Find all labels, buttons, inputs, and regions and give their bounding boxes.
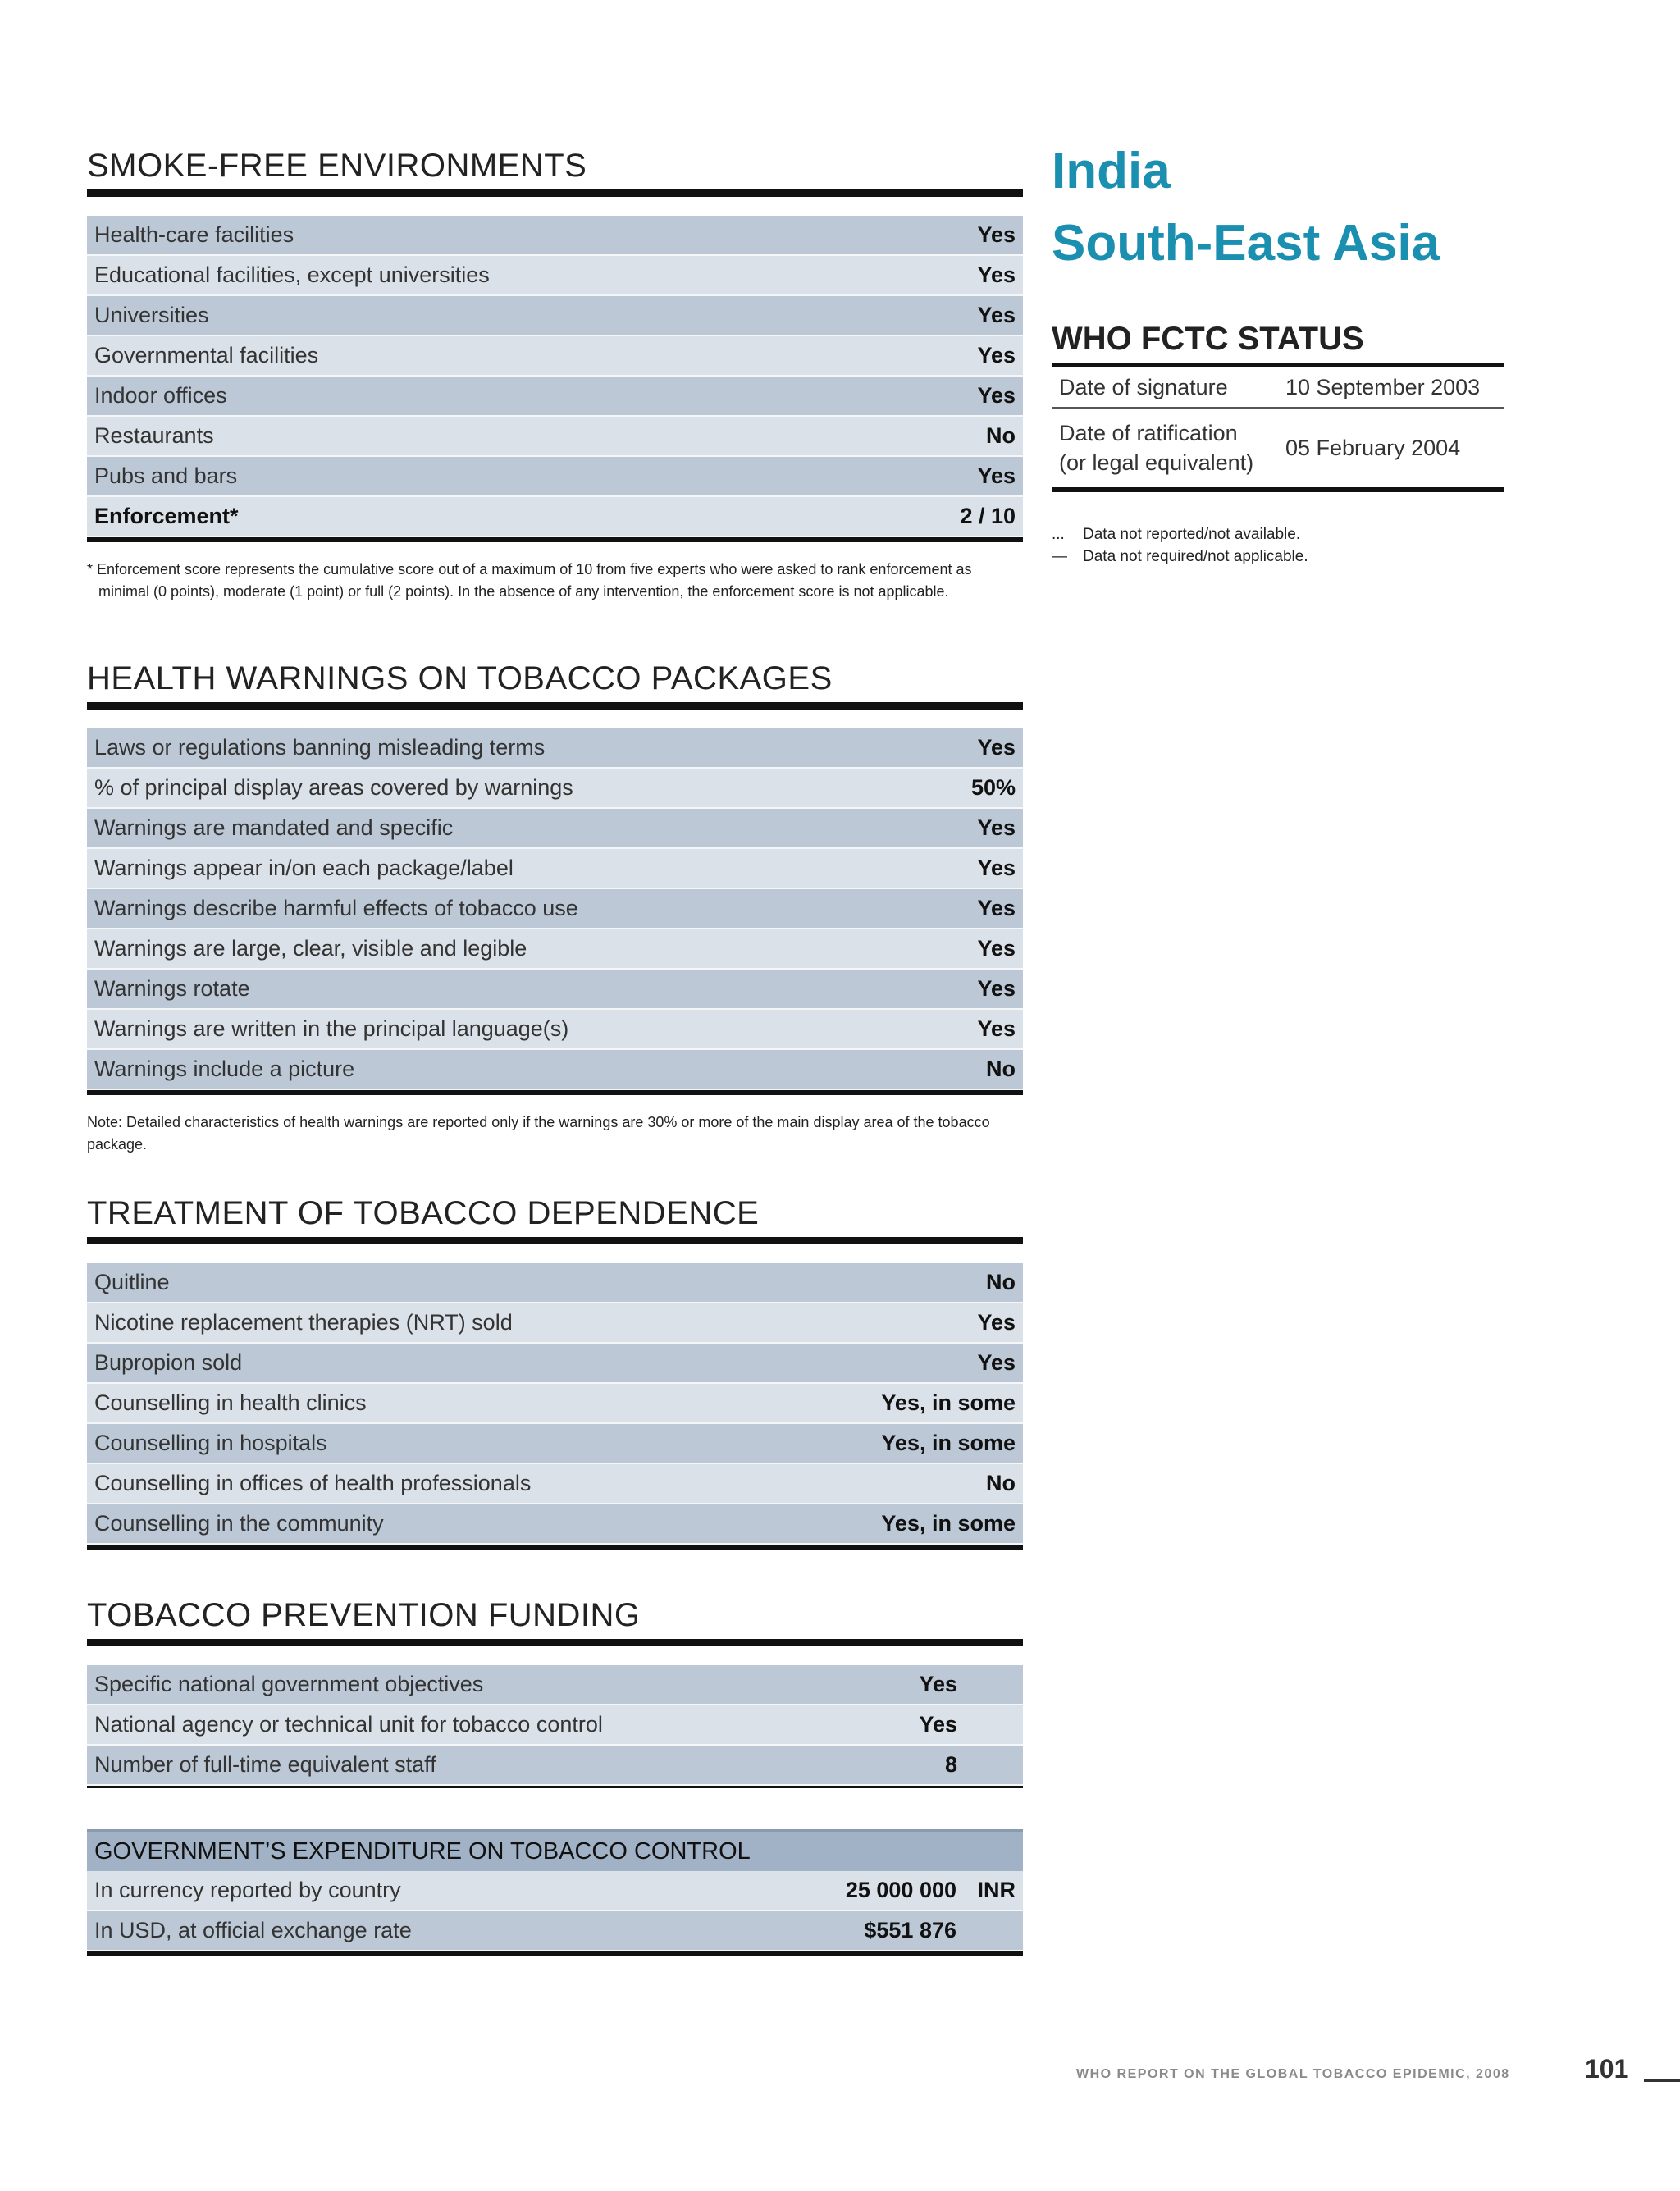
ratification-label	[1059, 418, 1285, 477]
row-label: Pubs and bars	[94, 463, 238, 488]
table-row	[87, 769, 1023, 809]
row-value: Yes, in some	[881, 1390, 1016, 1415]
section-title: TOBACCO PREVENTION FUNDING	[87, 1597, 1023, 1646]
table-row	[87, 1050, 1023, 1090]
row-value: Yes	[977, 262, 1016, 287]
row-label: In currency reported by country	[94, 1878, 401, 1902]
table-row	[87, 296, 1023, 336]
row-label: Enforcement*	[94, 504, 239, 528]
fctc-title: WHO FCTC STATUS	[1052, 321, 1504, 367]
table-row	[87, 256, 1023, 296]
row-value: 50%	[970, 775, 1016, 800]
row-value: 2 / 10	[960, 504, 1016, 528]
row-value: No	[986, 423, 1016, 448]
expenditure-table	[87, 1871, 1023, 1956]
funding-table	[87, 1665, 1023, 1788]
row-value: 8	[944, 1752, 957, 1777]
table-row	[87, 457, 1023, 497]
row-label: Counselling in offices of health professionals	[94, 1471, 532, 1495]
table-row	[87, 1665, 1023, 1705]
currency: INR	[977, 1878, 1016, 1902]
smoke-free-table	[87, 216, 1023, 542]
row-label: Warnings rotate	[94, 976, 250, 1001]
signature-label: Date of signature	[1059, 374, 1228, 399]
section-title: SMOKE-FREE ENVIRONMENTS	[87, 148, 1023, 197]
treatment-section	[87, 1195, 1023, 1550]
section-title: HEALTH WARNINGS ON TOBACCO PACKAGES	[87, 660, 1023, 710]
row-value: Yes	[977, 815, 1016, 840]
page-number-rule	[1644, 2079, 1680, 2082]
row-label: Warnings are written in the principal language(s)	[94, 1016, 569, 1041]
legend-symbol: —	[1052, 548, 1067, 565]
row-label: Universities	[94, 303, 209, 327]
left-column	[87, 148, 1023, 1956]
table-row	[87, 1504, 1023, 1545]
health-warnings-table	[87, 728, 1023, 1095]
row-value: Yes	[977, 1016, 1016, 1041]
row-label: Health-care facilities	[94, 222, 294, 247]
table-row	[87, 849, 1023, 889]
enforcement-footnote: * Enforcement score represents the cumulative score out of a maximum of 10 from five experts who were asked to rank enforcement as minimal (0 points), moderate (1 point) or full (2 points). In the absence of any intervention, the enforcement score is not applicable.	[87, 561, 972, 600]
row-label: Warnings describe harmful effects of tobacco use	[94, 896, 578, 920]
row-value: Yes	[977, 222, 1016, 247]
row-label: % of principal display areas covered by warnings	[94, 775, 573, 800]
currency	[976, 1918, 1016, 1943]
row-value: Yes	[919, 1672, 957, 1696]
funding-section	[87, 1597, 1023, 1956]
row-label: Restaurants	[94, 423, 214, 448]
ratification-label-line: Date of ratification	[1059, 421, 1238, 445]
table-row	[87, 1871, 1023, 1911]
country-name: India	[1052, 143, 1171, 199]
row-label: Laws or regulations banning misleading terms	[94, 735, 546, 760]
row-value: Yes	[977, 1350, 1016, 1375]
smoke-free-section	[87, 148, 1023, 603]
table-row	[87, 417, 1023, 457]
table-row	[87, 1464, 1023, 1504]
row-value: Yes	[977, 856, 1016, 880]
row-label: In USD, at official exchange rate	[94, 1918, 412, 1942]
report-footer: WHO REPORT ON THE GLOBAL TOBACCO EPIDEMIC, 2008	[1076, 2067, 1510, 2081]
row-value: Yes	[977, 896, 1016, 920]
table-row	[87, 1344, 1023, 1384]
fctc-signature-row	[1052, 367, 1504, 409]
enforcement-row	[87, 497, 1023, 537]
legend-symbol: ...	[1052, 526, 1065, 543]
table-row	[87, 336, 1023, 377]
row-label: Warnings are mandated and specific	[94, 815, 454, 840]
ratification-label-line: (or legal equivalent)	[1059, 450, 1254, 475]
row-label: Quitline	[94, 1270, 170, 1294]
table-row	[87, 1263, 1023, 1303]
row-value: No	[986, 1471, 1016, 1495]
table-row	[87, 1911, 1023, 1951]
row-values	[833, 1918, 1016, 1943]
row-value: Yes	[977, 303, 1016, 327]
legend	[1052, 523, 1504, 568]
amount: $551 876	[864, 1918, 956, 1942]
table-row	[87, 1705, 1023, 1746]
row-label: Governmental facilities	[94, 343, 319, 367]
row-value: No	[986, 1270, 1016, 1294]
table-row	[87, 1746, 1023, 1786]
row-label: Number of full-time equivalent staff	[94, 1752, 436, 1777]
row-value: Yes	[977, 976, 1016, 1001]
amount: 25 000 000	[845, 1878, 956, 1902]
fctc-ratification-row	[1052, 409, 1504, 492]
row-label: Indoor offices	[94, 383, 227, 408]
legend-text: Data not reported/not available.	[1083, 526, 1301, 543]
row-label: Warnings appear in/on each package/label	[94, 856, 514, 880]
row-value: Yes	[977, 1310, 1016, 1335]
health-warnings-note: Note: Detailed characteristics of health warnings are reported only if the warnings are 30% or more of the main display area of the tobacco package.	[87, 1114, 990, 1153]
row-label: Warnings include a picture	[94, 1057, 355, 1081]
signature-value: 10 September 2003	[1285, 374, 1481, 399]
table-row	[87, 970, 1023, 1010]
row-value: Yes	[977, 735, 1016, 760]
legend-text: Data not required/not applicable.	[1083, 548, 1308, 565]
row-value: Yes	[977, 343, 1016, 367]
table-row	[87, 216, 1023, 256]
row-label: National agency or technical unit for tobacco control	[94, 1712, 603, 1737]
table-row	[87, 929, 1023, 970]
table-row	[87, 1010, 1023, 1050]
table-row	[87, 1303, 1023, 1344]
right-column	[1052, 135, 1504, 568]
table-row	[87, 1384, 1023, 1424]
expenditure-header: GOVERNMENT’S EXPENDITURE ON TOBACCO CONTROL	[87, 1829, 1023, 1871]
row-value: Yes	[977, 383, 1016, 408]
table-row	[87, 809, 1023, 849]
row-label: Warnings are large, clear, visible and legible	[94, 936, 527, 961]
row-label: Counselling in hospitals	[94, 1431, 327, 1455]
row-value: Yes	[977, 463, 1016, 488]
section-title: TREATMENT OF TOBACCO DEPENDENCE	[87, 1195, 1023, 1244]
row-label: Educational facilities, except universities	[94, 262, 490, 287]
row-label: Bupropion sold	[94, 1350, 243, 1375]
row-value: No	[986, 1057, 1016, 1081]
treatment-table	[87, 1263, 1023, 1550]
row-label: Specific national government objectives	[94, 1672, 484, 1696]
row-value: Yes, in some	[881, 1431, 1016, 1455]
region-name: South-East Asia	[1052, 215, 1440, 272]
page-number: 101	[1585, 2054, 1629, 2084]
health-warnings-section	[87, 660, 1023, 1156]
table-row	[87, 1424, 1023, 1464]
table-row	[87, 889, 1023, 929]
legend-item	[1052, 545, 1504, 568]
row-value: Yes	[977, 936, 1016, 961]
row-values	[833, 1878, 1016, 1903]
row-value: Yes, in some	[881, 1511, 1016, 1536]
row-value: Yes	[919, 1712, 957, 1737]
row-label: Nicotine replacement therapies (NRT) sold	[94, 1310, 513, 1335]
legend-item	[1052, 523, 1504, 545]
row-label: Counselling in health clinics	[94, 1390, 367, 1415]
ratification-value: 05 February 2004	[1285, 436, 1461, 460]
table-row	[87, 377, 1023, 417]
table-row	[87, 728, 1023, 769]
row-label: Counselling in the community	[94, 1511, 384, 1536]
